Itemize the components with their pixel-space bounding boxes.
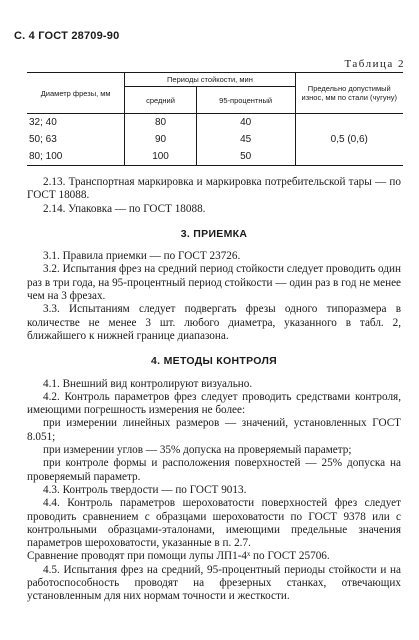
cell-p95: 45 [196,131,295,148]
page-header: С. 4 ГОСТ 28709-90 [14,30,120,42]
paragraph: 2.13. Транспортная маркировка и маркировка потребительской тары — по ГОСТ 18088. [27,176,401,202]
paragraph: 3.3. Испытаниям следует подвергать фрезы одного типоразмера в количестве не менее 3 шт. любого диаметра, указанного в табл. 2, ближайшего к нижней границе диапазона. [27,303,401,342]
header-diameter: Диаметр фрезы, мм [27,73,125,114]
paragraph: Сравнение проводят при помощи лупы ЛП1-4ˣ по ГОСТ 25706. [27,550,330,563]
section-title-acceptance: 3. ПРИЕМКА [180,227,248,240]
cell-diameter: 32; 40 [27,114,125,132]
cell-wear: 0,5 (0,6) [295,114,403,166]
paragraph: 4.1. Внешний вид контролируют визуально. [43,377,253,390]
paragraph: 4.3. Контроль твердости — по ГОСТ 9013. [43,483,247,496]
cell-mean: 80 [125,114,196,132]
cell-p95: 40 [196,114,295,132]
header-periods: Периоды стойкости, мин [125,73,295,87]
header-mean: средний [125,87,196,114]
body-text [27,176,401,604]
paragraph: при измерении углов — 35% допуска на проверяемый параметр; [43,444,352,457]
section-title-control-methods: 4. МЕТОДЫ КОНТРОЛЯ [151,355,277,368]
cell-p95: 50 [196,148,295,166]
paragraph: 4.5. Испытания фрез на средний, 95-процентный периоды стойкости и на работоспособность проводят на фрезерных станках, отвечающих установленным для них нормам точности и жесткости. [27,563,401,603]
paragraph: 3.2. Испытания фрез на средний период стойкости следует проводить один раз в три года, на 95-процентный период стойкости — один раз в год не менее чем на 3 фрезах. [27,263,401,303]
table-row [27,114,403,132]
paragraph: при контроле формы и расположения поверхностей — 25% допуска на проверяемый параметр. [27,457,401,483]
paragraph: 4.4. Контроль параметров шероховатости поверхностей фрез следует проводить сравнением с образцами шероховатости по ГОСТ 9378 или с контрольными образцами-эталонами, имеющими предельные значения параметров шероховатости, указанные в п. 2.7. [27,497,401,550]
paragraph: 4.2. Контроль параметров фрез следует проводить средствами контроля, имеющими погрешность измерения не более: [27,390,401,417]
header-wear: Предельно допустимый износ, мм по стали (чугуну) [295,73,403,114]
paragraph: при измерении линейных размеров — значений, установленных ГОСТ 8.051; [27,417,401,443]
paragraph: 2.14. Упаковка — по ГОСТ 18088. [43,202,206,215]
cell-mean: 90 [125,131,196,148]
table-caption: Таблица 2 [344,58,405,70]
header-95: 95-процентный [196,87,295,114]
cell-diameter: 80; 100 [27,148,125,166]
cell-mean: 100 [125,148,196,166]
tool-life-table [27,72,403,166]
cell-diameter: 50; 63 [27,131,125,148]
paragraph: 3.1. Правила приемки — по ГОСТ 23726. [43,250,241,263]
